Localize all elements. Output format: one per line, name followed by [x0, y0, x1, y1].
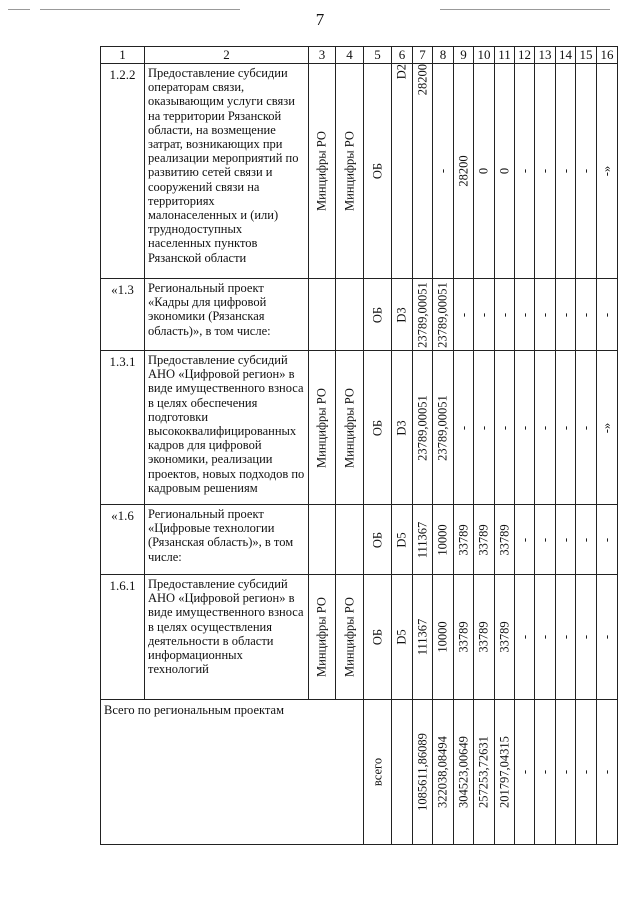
value-col-9: 33789	[456, 523, 470, 556]
row-name: Предоставление субсидии операторам связи, оказывающим услуги связи на территории Рязанской области, на возмещение затрат, возникающих при реализации мероприятий по развитию сетей связи и сооружений связи на территориях малонаселенных и (или) труднодоступных населенных пунктов Рязанской области	[145, 64, 309, 279]
co-executor: Минцифры РО	[342, 387, 356, 468]
table-row	[101, 351, 618, 505]
header-cell: 6	[392, 47, 413, 64]
table-row	[101, 575, 618, 700]
value-col-10: 33789	[476, 523, 491, 556]
value-col-10: 0	[476, 167, 491, 175]
value-col-11: -	[497, 425, 511, 430]
row-name: Предоставление субсидий АНО «Цифровой регион» в виде имущественного взноса в целях осуществления деятельности в области информационных технологий	[145, 575, 309, 700]
value-col-9: 33789	[456, 621, 470, 653]
table-row	[101, 505, 618, 575]
page-number: 7	[315, 10, 325, 29]
value-col-8: 10000	[435, 523, 450, 556]
value-col-10: -	[476, 425, 491, 430]
value-col-16: -	[599, 634, 614, 640]
header-cell: 15	[576, 47, 597, 64]
table-row	[101, 64, 618, 279]
code: D2	[394, 64, 409, 80]
total-col-10: 257253,72631	[476, 736, 491, 808]
value-total: 111367	[415, 618, 429, 656]
value-col-14: -	[558, 312, 572, 317]
responsible-executor: Минцифры РО	[314, 597, 329, 677]
value-col-16: -	[599, 537, 614, 542]
value-col-14: -	[558, 634, 572, 640]
total-label: Всего по региональным проектам	[101, 700, 364, 845]
header-cell: 10	[474, 47, 495, 64]
value-col-9: -	[456, 425, 470, 430]
total-col-12: -	[517, 769, 531, 775]
row-number: 1.6.1	[101, 575, 145, 700]
total-col-11: 201797,04315	[497, 736, 511, 808]
value-col-13: -	[537, 537, 552, 542]
code: D3	[394, 419, 409, 436]
value-col-16: -»	[599, 165, 614, 177]
value-col-14: -	[558, 537, 572, 542]
value-col-10: 33789	[476, 621, 491, 653]
funding-source: ОБ	[370, 531, 384, 548]
total-col-9: 304523,00649	[456, 736, 470, 808]
value-col-15: -	[578, 312, 593, 317]
value-col-13: -	[537, 634, 552, 640]
responsible-executor: Минцифры РО	[314, 387, 329, 468]
value-col-8: 10000	[435, 621, 450, 653]
total-col-13: -	[537, 769, 552, 775]
responsible-executor: Минцифры РО	[314, 131, 329, 211]
header-cell: 1	[101, 47, 145, 64]
budget-table	[100, 46, 618, 845]
scan-artifact-line	[40, 9, 240, 10]
value-col-11: 33789	[497, 523, 511, 556]
value-col-15: -	[578, 537, 593, 542]
header-cell: 7	[413, 47, 433, 64]
row-name: Предоставление субсидий АНО «Цифровой регион» в виде имущественного взноса в целях обеспечения подготовки высококвалифицированных кадров для цифровой экономики, реализации проектов, новых подходов по кадровым решениям	[145, 351, 309, 505]
code: D5	[394, 531, 409, 548]
header-cell: 9	[454, 47, 474, 64]
value-col-11: 33789	[497, 621, 511, 653]
header-row	[101, 47, 618, 64]
row-name: Региональный проект «Цифровые технологии (Рязанская область)», в том числе:	[145, 505, 309, 575]
value-col-15: -	[578, 425, 593, 430]
table-row	[101, 279, 618, 351]
co-executor: Минцифры РО	[342, 597, 356, 677]
code: D5	[394, 629, 409, 645]
value-col-9: 28200	[456, 155, 470, 187]
value-col-12: -	[517, 425, 531, 430]
total-row	[101, 700, 618, 845]
scan-artifact-line	[8, 9, 30, 10]
value-col-8: 23789,00051	[435, 394, 450, 461]
header-cell: 14	[556, 47, 576, 64]
header-cell: 2	[145, 47, 309, 64]
value-col-11: -	[497, 312, 511, 317]
value-col-13: -	[537, 425, 552, 430]
header-cell: 4	[336, 47, 364, 64]
header-cell: 16	[597, 47, 618, 64]
funding-source: ОБ	[370, 306, 384, 323]
total-col-14: -	[558, 769, 572, 775]
total-col-8: 322038,08494	[435, 736, 450, 808]
row-number: 1.2.2	[101, 64, 145, 279]
value-total: 23789,00051	[415, 281, 429, 348]
row-number: 1.3.1	[101, 351, 145, 505]
value-col-12: -	[517, 634, 531, 640]
header-cell: 3	[309, 47, 336, 64]
row-number: «1.3	[101, 279, 145, 351]
co-executor: Минцифры РО	[342, 131, 356, 211]
header-cell: 12	[515, 47, 535, 64]
value-col-12: -	[517, 537, 531, 542]
value-col-12: -	[517, 312, 531, 317]
value-total: 111367	[415, 521, 429, 558]
total-value: 1085611,86089	[415, 733, 429, 811]
total-col-16: -	[599, 769, 614, 775]
value-col-16: -»	[599, 422, 614, 433]
funding-source: всего	[370, 757, 384, 787]
value-col-15: -	[578, 168, 593, 174]
value-col-14: -	[558, 425, 572, 430]
value-col-8: 23789,00051	[435, 281, 450, 348]
row-name: Региональный проект «Кадры для цифровой экономики (Рязанская область)», в том числе:	[145, 279, 309, 351]
value-col-13: -	[537, 168, 552, 174]
header-cell: 11	[495, 47, 515, 64]
value-col-8: -	[435, 168, 450, 174]
row-number: «1.6	[101, 505, 145, 575]
value-col-9: -	[456, 312, 470, 317]
header-cell: 8	[433, 47, 454, 64]
funding-source: ОБ	[370, 628, 384, 646]
header-cell: 13	[535, 47, 556, 64]
value-col-10: -	[476, 312, 491, 317]
total-col-15: -	[578, 769, 593, 775]
header-cell: 5	[364, 47, 392, 64]
funding-source: ОБ	[370, 419, 384, 436]
value-col-13: -	[537, 312, 552, 317]
value-col-14: -	[558, 168, 572, 174]
value-col-15: -	[578, 634, 593, 640]
value-total: 28200	[415, 64, 429, 96]
value-col-12: -	[517, 168, 531, 174]
funding-source: ОБ	[370, 162, 384, 180]
value-col-11: 0	[497, 167, 511, 175]
code: D3	[394, 306, 409, 323]
value-total: 23789,00051	[415, 394, 429, 461]
scan-artifact-line	[440, 9, 610, 10]
value-col-16: -	[599, 312, 614, 317]
